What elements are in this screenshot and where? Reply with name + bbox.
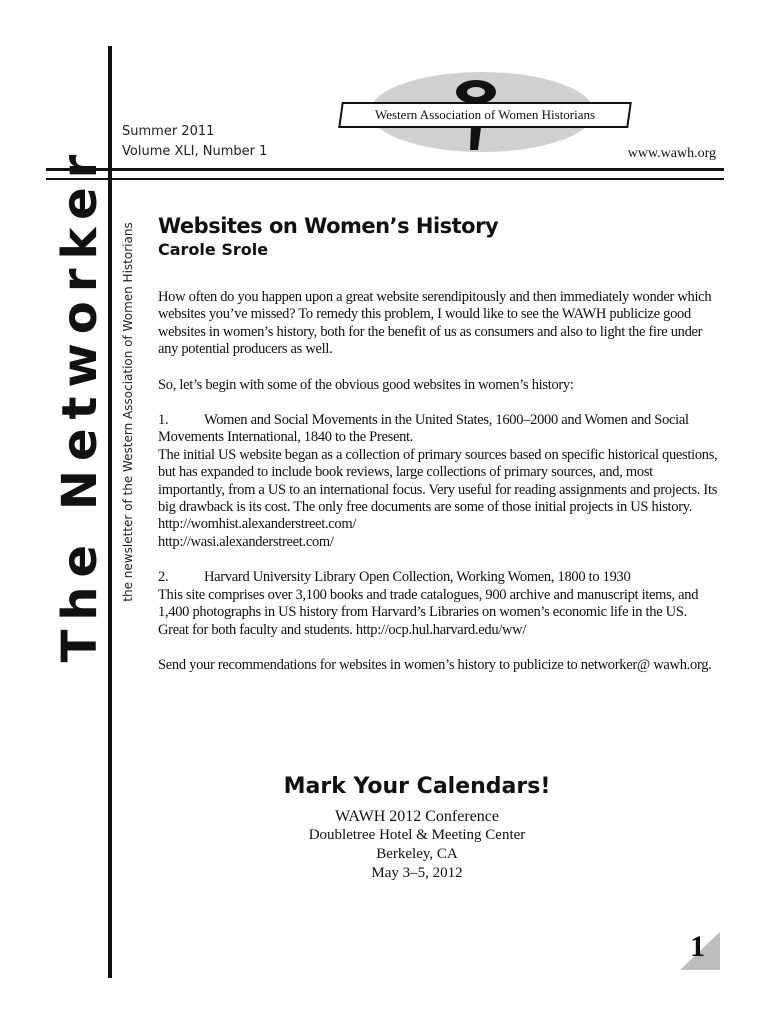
list-item	[158, 412, 718, 551]
article	[158, 214, 718, 674]
newsletter-title: The Networker	[52, 145, 108, 663]
calendar-event: WAWH 2012 Conference	[335, 808, 499, 825]
item-number: 1.	[158, 412, 169, 429]
item-link[interactable]: http://wasi.alexanderstreet.com/	[158, 533, 334, 550]
item-description: The initial US website began as a collection of primary sources based on specific historical questions, but has expanded to include book reviews, large collections of primary sources, and, most importantly, from a US to an international focus. Very useful for reading assignments and projects. Its big drawback is its cost. The only free documents are some of those initial projects in US history.	[158, 446, 718, 516]
issue-volume: Volume XLI, Number 1	[122, 144, 268, 159]
item-link[interactable]: http://womhist.alexanderstreet.com/	[158, 516, 357, 533]
horizontal-rule-top	[46, 168, 724, 171]
horizontal-rule-bottom	[46, 178, 724, 180]
article-lead-in: So, let’s begin with some of the obvious good websites in women’s history:	[158, 376, 574, 393]
list-item	[158, 569, 718, 639]
item-heading-text: Harvard University Library Open Collection, Working Women, 1800 to 1930	[204, 569, 631, 586]
article-author: Carole Srole	[158, 240, 269, 259]
article-title: Websites on Women’s History	[158, 214, 499, 238]
article-closing: Send your recommendations for websites in women’s history to publicize to networker@ wawh.org.	[158, 656, 712, 673]
calendar-city: Berkeley, CA	[376, 846, 458, 862]
calendar-dates: May 3–5, 2012	[371, 865, 463, 881]
calendar-venue: Doubletree Hotel & Meeting Center	[308, 827, 526, 843]
item-number: 2.	[158, 569, 169, 586]
item-heading	[158, 569, 718, 586]
calendar-heading: Mark Your Calendars!	[283, 774, 551, 799]
website-link[interactable]: www.wawh.org	[627, 146, 716, 161]
vertical-rule	[108, 46, 112, 978]
calendar-notice	[210, 774, 624, 883]
article-intro: How often do you happen upon a great website serendipitously and then immediately wonder which websites you’ve missed? To remedy this problem, I would like to see the WAWH publicize good websites in women’s history, both for the benefit of us as consumers and also to light the fire under any potential producers as well.	[158, 289, 712, 358]
item-heading-text: Women and Social Movements in the United States, 1600–2000 and Women and Social Movements International, 1840 to the Present.	[158, 412, 689, 446]
issue-date: Summer 2011	[122, 124, 215, 139]
org-name-banner	[338, 102, 632, 128]
org-name: Western Association of Women Historians	[374, 107, 596, 122]
item-heading	[158, 412, 718, 447]
page-number: 1	[690, 930, 705, 963]
newsletter-subtitle: the newsletter of the Western Association of Women Historians	[121, 222, 135, 602]
item-description: This site comprises over 3,100 books and trade catalogues, 900 archive and manuscript items, and 1,400 photographs in US history from Harvard’s Libraries on women’s economic life in the US. Great for both faculty and students. http://ocp.hul.harvard.edu/ww/	[158, 586, 699, 638]
